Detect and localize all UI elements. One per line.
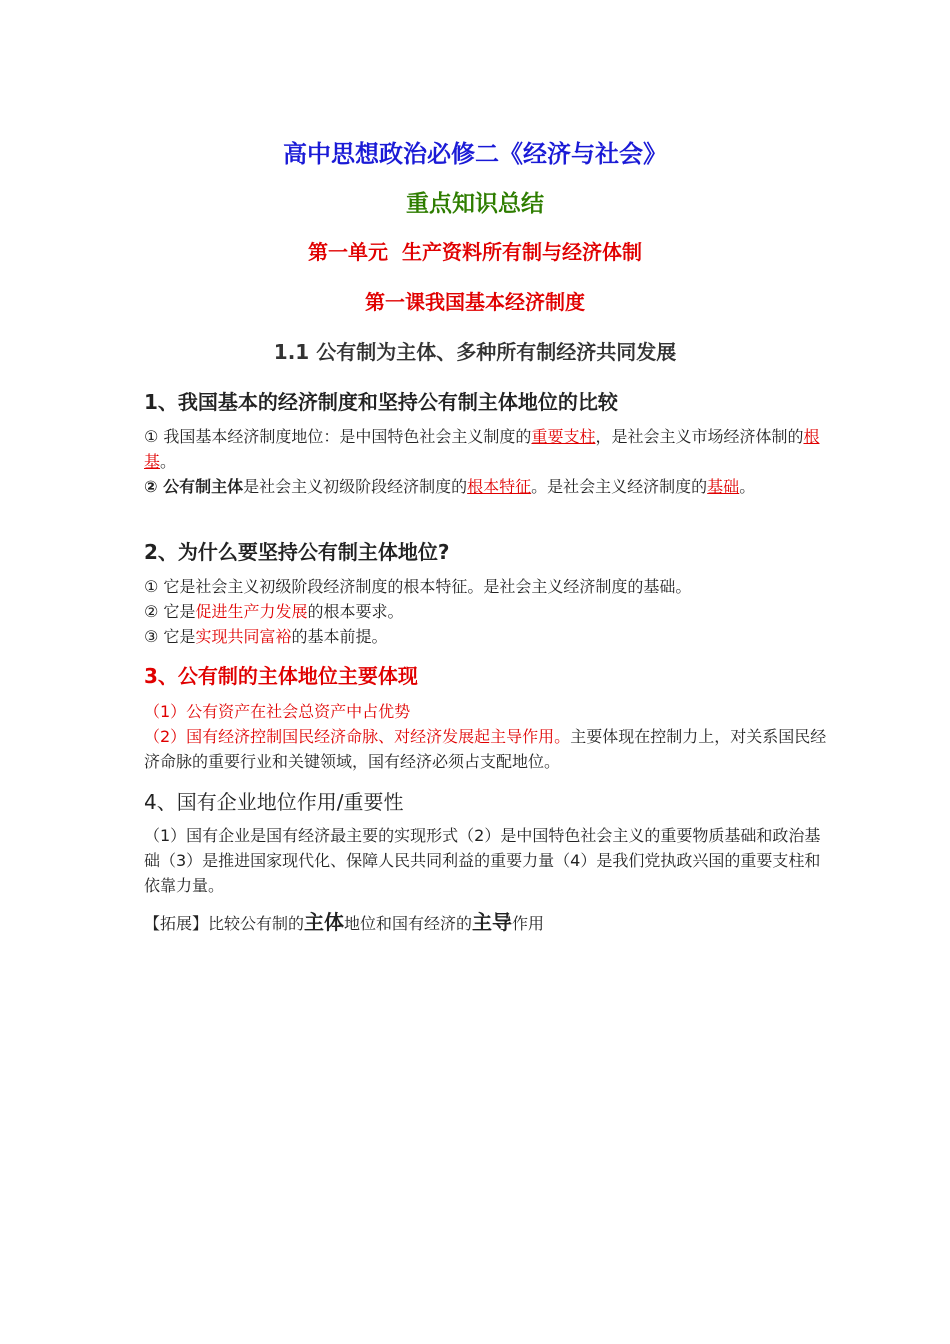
s2-l2-text-a: ② 它是: [144, 602, 196, 621]
s1-p1-text-a: ① 我国基本经济制度地位：是中国特色社会主义制度的: [144, 427, 532, 446]
lesson-heading: 第一课我国基本经济制度: [365, 290, 585, 314]
s3-line-1: （1）公有资产在社会总资产中占优势: [144, 702, 411, 721]
s3-l2-text: 主要体现在控制力上，对关系国民经济命脉的重要行业和关键领域，国有经济必须占支配地位。: [144, 727, 827, 771]
ext-text-e: 作用: [512, 914, 545, 933]
s2-l3-text-c: 的基本前提。: [291, 627, 388, 646]
s1-heading: 1、我国基本的经济制度和坚持公有制主体地位的比较: [144, 390, 618, 414]
s1-p1-key-1: 重要支柱: [531, 427, 596, 446]
doc-subtitle: 重点知识总结: [406, 191, 544, 217]
ext-text-a: 【拓展】比较公有制的: [144, 914, 305, 933]
s1-p2-key-1: 根本特征: [467, 477, 532, 496]
s1-p2-text-f: 。: [739, 477, 756, 496]
ext-key-1: 主体: [304, 910, 345, 934]
ext-key-2: 主导: [472, 910, 513, 934]
unit-heading: 第一单元 生产资料所有制与经济体制: [308, 240, 642, 264]
s2-line-2: [144, 599, 824, 624]
s3-heading: 3、公有制的主体地位主要体现: [144, 664, 418, 688]
ext-text-c: 地位和国有经济的: [344, 914, 473, 933]
s4-paragraph: （1）国有企业是国有经济最主要的实现形式（2）是中国特色社会主义的重要物质基础和政治基础（3）是推进国家现代化、保障人民共同利益的重要力量（4）是我们党执政兴国的重要支柱和依靠力量。: [144, 826, 821, 895]
s1-p1-text-c: ，是社会主义市场经济体制的: [595, 427, 804, 446]
s4-heading: 4、国有企业地位作用/重要性: [144, 790, 404, 814]
extension-note: [144, 910, 824, 936]
s2-line-1: ① 它是社会主义初级阶段经济制度的根本特征。是社会主义经济制度的基础。: [144, 577, 692, 596]
s2-l3-key: 实现共同富裕: [195, 627, 292, 646]
s1-p2-bold: ② 公有制主体: [144, 477, 244, 496]
s1-p2-text-b: 是社会主义初级阶段经济制度的: [243, 477, 468, 496]
section-heading: 1.1 公有制为主体、多种所有制经济共同发展: [273, 340, 677, 364]
s1-p2-key-2: 基础: [707, 477, 740, 496]
s1-p2-text-d: 。是社会主义经济制度的: [531, 477, 708, 496]
s1-p1-key-2: 根基: [144, 427, 820, 471]
s2-heading: 2、为什么要坚持公有制主体地位?: [144, 540, 450, 564]
doc-title: 高中思想政治必修二《经济与社会》: [283, 140, 667, 168]
s2-l2-key: 促进生产力发展: [195, 602, 308, 621]
s1-paragraph-2: [144, 474, 824, 499]
s2-line-3: [144, 624, 824, 649]
s1-p1-text-e: 。: [160, 452, 177, 471]
s3-line-2: [144, 724, 828, 774]
s2-l3-text-a: ③ 它是: [144, 627, 196, 646]
s1-paragraph-1: [144, 424, 824, 474]
s3-l2-key: （2）国有经济控制国民经济命脉、对经济发展起主导作用。: [144, 727, 571, 746]
s2-l2-text-c: 的根本要求。: [307, 602, 404, 621]
